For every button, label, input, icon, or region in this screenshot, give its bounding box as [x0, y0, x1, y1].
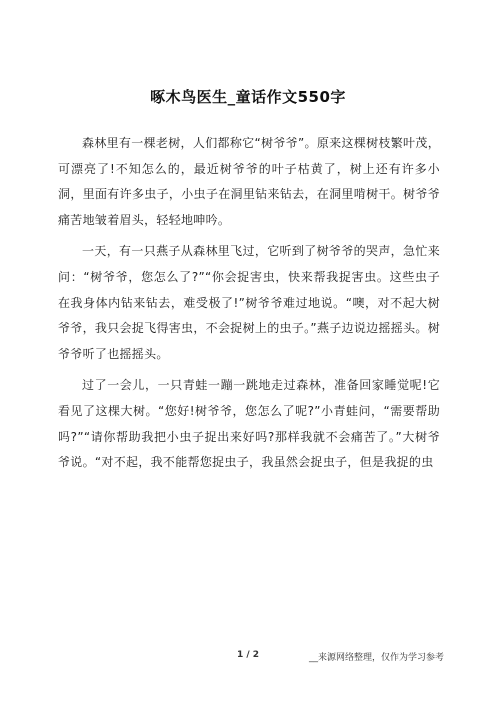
document-title: 啄木鸟医生_童话作文550字: [150, 88, 346, 106]
document-body: [58, 131, 440, 482]
paragraph: 过了一会儿，一只青蛙一蹦一跳地走过森林，准备回家睡觉呢!它看见了这棵大树。“您好!树爷爷，您怎么了呢?”小青蛙问，“需要帮助吗?”“请你帮助我把小虫子捉出来好吗?那样我就不会痛苦了。”大树爷爷说。“对不起，我不能帮您捉虫子，我虽然会捉虫子，但是我捉的虫: [58, 378, 440, 470]
page-number: 1 / 2: [236, 650, 260, 660]
page-footer: [0, 650, 496, 670]
paragraph: 一天，有一只燕子从森林里飞过，它听到了树爷爷的哭声，急忙来问：“树爷爷，您怎么了?”“你会捉害虫，快来帮我捉害虫。这些虫子在我身体内钻来钻去，难受极了!”树爷爷难过地说。“噢，对不起大树爷爷，我只会捉飞得害虫，不会捉树上的虫子。”燕子边说边摇摇头。树爷爷听了也摇摇头。: [58, 244, 440, 361]
paragraph: 森林里有一棵老树，人们都称它“树爷爷”。原来这棵树枝繁叶茂，可漂亮了!不知怎么的，最近树爷爷的叶子枯黄了，树上还有许多小洞，里面有许多虫子，小虫子在洞里钻来钻去，在洞里啃树干。树爷爷痛苦地皱着眉头，轻轻地呻吟。: [58, 136, 440, 227]
source-note: __来源网络整理，仅作为学习参考: [308, 653, 444, 663]
